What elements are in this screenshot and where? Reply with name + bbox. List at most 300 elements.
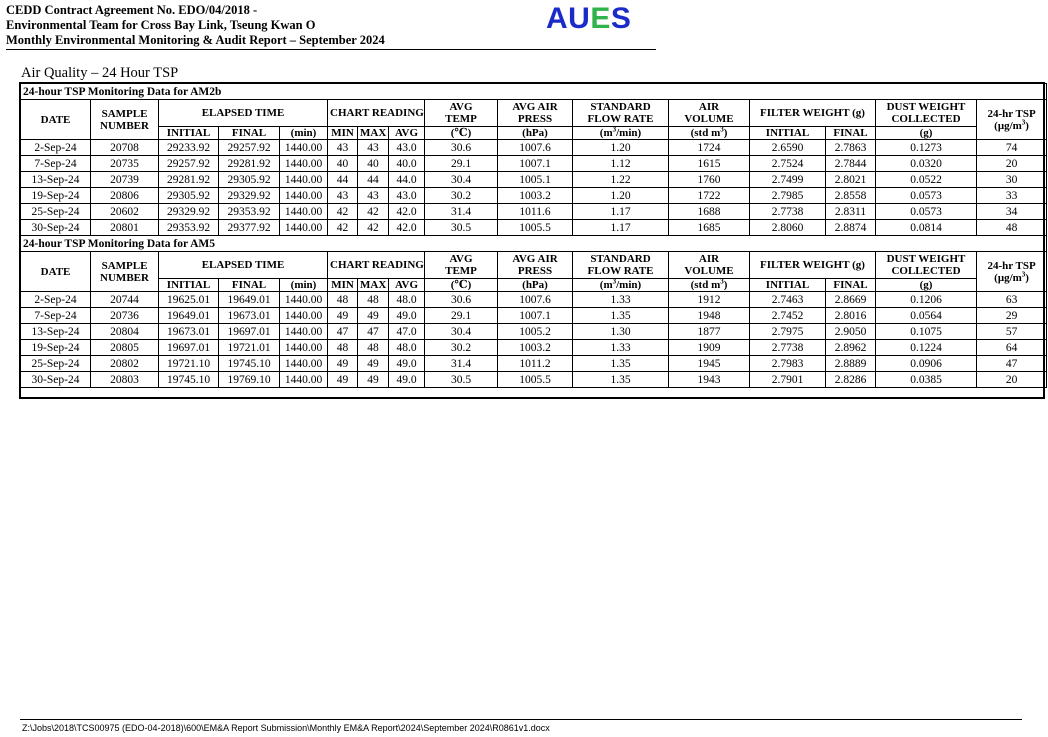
filter-initial-cell: 2.6590 bbox=[750, 140, 826, 156]
report-header bbox=[6, 3, 656, 48]
elapsed-initial-cell: 29233.92 bbox=[159, 140, 219, 156]
chart-avg-cell: 48.0 bbox=[389, 340, 425, 356]
flow-rate-unit-text bbox=[600, 127, 641, 139]
filter-initial-cell: 2.7738 bbox=[750, 204, 826, 220]
tsp-unit bbox=[994, 117, 1029, 132]
footer-divider bbox=[20, 719, 1022, 720]
avg-temp-header bbox=[425, 252, 498, 279]
air-volume-cell: 1912 bbox=[669, 292, 750, 308]
avg-press-cell: 1007.1 bbox=[498, 156, 573, 172]
chart-reading-header: CHART READING bbox=[328, 100, 425, 127]
filter-initial-cell: 2.7975 bbox=[750, 324, 826, 340]
avg-air-press-header bbox=[498, 100, 573, 127]
sample-number-cell: 20805 bbox=[91, 340, 159, 356]
avg-temp-cell: 30.2 bbox=[425, 188, 498, 204]
date-cell: 25-Sep-24 bbox=[21, 356, 91, 372]
tsp-cell: 63 bbox=[977, 292, 1047, 308]
filter-initial-cell: 2.7738 bbox=[750, 340, 826, 356]
file-path-footer: Z:\Jobs\2018\TCS00975 (EDO-04-2018)\600\EM&A Report Submission\Monthly EM&A Report\2024\September 2024\R0861v1.docx bbox=[22, 723, 550, 733]
filter-initial-cell: 2.8060 bbox=[750, 220, 826, 236]
filter-final-cell: 2.7863 bbox=[826, 140, 876, 156]
elapsed-final-cell: 29353.92 bbox=[219, 204, 280, 220]
elapsed-min-header: (min) bbox=[280, 279, 328, 292]
dust-weight-cell: 0.1206 bbox=[876, 292, 977, 308]
tsp-unit-post: ) bbox=[1025, 271, 1029, 284]
table-row bbox=[21, 292, 1047, 308]
dust-weight-header bbox=[876, 100, 977, 127]
sample-number-header-text: SAMPLE NUMBER bbox=[100, 259, 149, 284]
elapsed-final-cell: 19769.10 bbox=[219, 372, 280, 388]
air-volume-unit-text-pre: (std m bbox=[690, 279, 721, 291]
table-row bbox=[21, 372, 1047, 388]
date-header: DATE bbox=[21, 100, 91, 140]
avg-air-press-unit: (hPa) bbox=[498, 279, 573, 292]
chart-min-header: MIN bbox=[328, 279, 358, 292]
date-cell: 19-Sep-24 bbox=[21, 188, 91, 204]
tsp-monitoring-table bbox=[20, 83, 1047, 388]
elapsed-final-header: FINAL bbox=[219, 279, 280, 292]
air-volume-unit-text bbox=[691, 279, 728, 291]
table-row bbox=[21, 204, 1047, 220]
sample-number-cell: 20739 bbox=[91, 172, 159, 188]
section-title: Air Quality – 24 Hour TSP bbox=[21, 65, 179, 81]
filter-initial-header: INITIAL bbox=[750, 127, 826, 140]
table-row bbox=[21, 156, 1047, 172]
table-row bbox=[21, 340, 1047, 356]
flow-rate-header-text: STANDARD FLOW RATE bbox=[587, 101, 654, 125]
filter-final-cell: 2.8669 bbox=[826, 292, 876, 308]
table-row bbox=[21, 188, 1047, 204]
elapsed-min-cell: 1440.00 bbox=[280, 172, 328, 188]
elapsed-min-cell: 1440.00 bbox=[280, 204, 328, 220]
flow-rate-cell: 1.17 bbox=[573, 220, 669, 236]
date-cell: 7-Sep-24 bbox=[21, 308, 91, 324]
chart-max-cell: 43 bbox=[358, 188, 389, 204]
dust-weight-cell: 0.0564 bbox=[876, 308, 977, 324]
air-volume-cell: 1688 bbox=[669, 204, 750, 220]
chart-min-cell: 42 bbox=[328, 220, 358, 236]
flow-rate-header bbox=[573, 100, 669, 127]
dust-weight-unit: (g) bbox=[876, 127, 977, 140]
elapsed-time-header: ELAPSED TIME bbox=[159, 100, 328, 127]
date-cell: 30-Sep-24 bbox=[21, 220, 91, 236]
avg-press-cell: 1011.6 bbox=[498, 204, 573, 220]
air-volume-cell: 1948 bbox=[669, 308, 750, 324]
tsp-cell: 30 bbox=[977, 172, 1047, 188]
avg-press-cell: 1005.1 bbox=[498, 172, 573, 188]
avg-air-press-header-text: AVG AIR PRESS bbox=[512, 253, 558, 277]
dust-weight-cell: 0.0573 bbox=[876, 204, 977, 220]
flow-rate-header-text: STANDARD FLOW RATE bbox=[587, 253, 654, 277]
sample-number-header bbox=[91, 100, 159, 140]
tsp-header-text: 24-hr TSP bbox=[987, 259, 1036, 272]
table-row bbox=[21, 140, 1047, 156]
elapsed-initial-header: INITIAL bbox=[159, 127, 219, 140]
tsp-header bbox=[977, 252, 1047, 292]
avg-temp-unit: (℃) bbox=[425, 279, 498, 292]
filter-final-cell: 2.8021 bbox=[826, 172, 876, 188]
flow-rate-cell: 1.22 bbox=[573, 172, 669, 188]
chart-min-cell: 49 bbox=[328, 308, 358, 324]
elapsed-min-cell: 1440.00 bbox=[280, 372, 328, 388]
filter-final-cell: 2.8962 bbox=[826, 340, 876, 356]
elapsed-final-cell: 29329.92 bbox=[219, 188, 280, 204]
filter-initial-cell: 2.7524 bbox=[750, 156, 826, 172]
sample-number-cell: 20744 bbox=[91, 292, 159, 308]
tsp-cell: 33 bbox=[977, 188, 1047, 204]
elapsed-initial-cell: 19745.10 bbox=[159, 372, 219, 388]
avg-temp-cell: 31.4 bbox=[425, 204, 498, 220]
chart-max-cell: 44 bbox=[358, 172, 389, 188]
tsp-cell: 57 bbox=[977, 324, 1047, 340]
avg-temp-header-text: AVG TEMP bbox=[445, 101, 477, 125]
sample-number-cell: 20708 bbox=[91, 140, 159, 156]
elapsed-final-cell: 29257.92 bbox=[219, 140, 280, 156]
air-volume-unit-text-post: ) bbox=[723, 279, 728, 291]
filter-final-cell: 2.8311 bbox=[826, 204, 876, 220]
date-cell: 7-Sep-24 bbox=[21, 156, 91, 172]
sample-number-cell: 20736 bbox=[91, 308, 159, 324]
tsp-cell: 34 bbox=[977, 204, 1047, 220]
elapsed-initial-cell: 19625.01 bbox=[159, 292, 219, 308]
table-row bbox=[21, 172, 1047, 188]
sample-number-cell: 20803 bbox=[91, 372, 159, 388]
header-row bbox=[21, 100, 1047, 127]
avg-temp-cell: 29.1 bbox=[425, 156, 498, 172]
elapsed-initial-cell: 19673.01 bbox=[159, 324, 219, 340]
filter-final-cell: 2.9050 bbox=[826, 324, 876, 340]
elapsed-min-header: (min) bbox=[280, 127, 328, 140]
flow-rate-unit bbox=[573, 279, 669, 292]
elapsed-min-cell: 1440.00 bbox=[280, 188, 328, 204]
filter-initial-cell: 2.7985 bbox=[750, 188, 826, 204]
flow-rate-unit-text-sup: 3 bbox=[612, 126, 617, 134]
flow-rate-cell: 1.30 bbox=[573, 324, 669, 340]
contract-line: CEDD Contract Agreement No. EDO/04/2018 - bbox=[6, 3, 258, 17]
chart-min-cell: 43 bbox=[328, 188, 358, 204]
elapsed-initial-cell: 19721.10 bbox=[159, 356, 219, 372]
date-cell: 30-Sep-24 bbox=[21, 372, 91, 388]
tsp-cell: 74 bbox=[977, 140, 1047, 156]
chart-min-header: MIN bbox=[328, 127, 358, 140]
tsp-cell: 20 bbox=[977, 372, 1047, 388]
avg-temp-cell: 31.4 bbox=[425, 356, 498, 372]
air-volume-unit bbox=[669, 279, 750, 292]
header-divider bbox=[6, 49, 656, 50]
flow-rate-unit bbox=[573, 127, 669, 140]
flow-rate-unit-text-sup: 3 bbox=[612, 278, 617, 286]
air-volume-unit-text bbox=[691, 127, 728, 139]
sample-number-cell: 20602 bbox=[91, 204, 159, 220]
elapsed-min-cell: 1440.00 bbox=[280, 156, 328, 172]
chart-min-cell: 47 bbox=[328, 324, 358, 340]
dust-weight-cell: 0.0906 bbox=[876, 356, 977, 372]
chart-avg-cell: 42.0 bbox=[389, 220, 425, 236]
elapsed-final-header: FINAL bbox=[219, 127, 280, 140]
elapsed-min-cell: 1440.00 bbox=[280, 292, 328, 308]
chart-max-cell: 42 bbox=[358, 204, 389, 220]
elapsed-initial-header: INITIAL bbox=[159, 279, 219, 292]
table-row bbox=[21, 308, 1047, 324]
flow-rate-unit-text-post: /min) bbox=[616, 279, 642, 291]
chart-avg-cell: 48.0 bbox=[389, 292, 425, 308]
avg-temp-cell: 30.2 bbox=[425, 340, 498, 356]
dust-weight-cell: 0.0814 bbox=[876, 220, 977, 236]
chart-max-cell: 42 bbox=[358, 220, 389, 236]
flow-rate-unit-text bbox=[600, 279, 641, 291]
tsp-unit bbox=[994, 269, 1029, 284]
elapsed-initial-cell: 29353.92 bbox=[159, 220, 219, 236]
elapsed-min-cell: 1440.00 bbox=[280, 340, 328, 356]
elapsed-initial-cell: 29257.92 bbox=[159, 156, 219, 172]
tsp-unit-post: ) bbox=[1025, 119, 1029, 132]
avg-temp-cell: 30.5 bbox=[425, 372, 498, 388]
dust-weight-cell: 0.0385 bbox=[876, 372, 977, 388]
filter-initial-cell: 2.7463 bbox=[750, 292, 826, 308]
flow-rate-cell: 1.17 bbox=[573, 204, 669, 220]
avg-press-cell: 1003.2 bbox=[498, 188, 573, 204]
avg-temp-cell: 30.4 bbox=[425, 172, 498, 188]
avg-temp-cell: 30.6 bbox=[425, 140, 498, 156]
date-cell: 2-Sep-24 bbox=[21, 292, 91, 308]
tsp-cell: 47 bbox=[977, 356, 1047, 372]
air-volume-unit-text-sup: 3 bbox=[720, 126, 724, 134]
air-volume-header-text: AIR VOLUME bbox=[684, 253, 734, 277]
air-volume-cell: 1685 bbox=[669, 220, 750, 236]
filter-final-cell: 2.8558 bbox=[826, 188, 876, 204]
filter-weight-header: FILTER WEIGHT (g) bbox=[750, 252, 876, 279]
filter-final-cell: 2.8874 bbox=[826, 220, 876, 236]
filter-final-cell: 2.8889 bbox=[826, 356, 876, 372]
tsp-cell: 48 bbox=[977, 220, 1047, 236]
dust-weight-header-text: DUST WEIGHT COLLECTED bbox=[886, 101, 966, 125]
chart-max-cell: 47 bbox=[358, 324, 389, 340]
air-volume-cell: 1760 bbox=[669, 172, 750, 188]
chart-min-cell: 42 bbox=[328, 204, 358, 220]
filter-initial-cell: 2.7452 bbox=[750, 308, 826, 324]
air-volume-cell: 1615 bbox=[669, 156, 750, 172]
avg-press-cell: 1007.1 bbox=[498, 308, 573, 324]
chart-max-cell: 48 bbox=[358, 292, 389, 308]
avg-press-cell: 1005.2 bbox=[498, 324, 573, 340]
date-header: DATE bbox=[21, 252, 91, 292]
elapsed-time-header: ELAPSED TIME bbox=[159, 252, 328, 279]
flow-rate-cell: 1.33 bbox=[573, 340, 669, 356]
air-volume-cell: 1943 bbox=[669, 372, 750, 388]
elapsed-initial-cell: 29329.92 bbox=[159, 204, 219, 220]
sample-number-cell: 20735 bbox=[91, 156, 159, 172]
chart-min-cell: 43 bbox=[328, 140, 358, 156]
chart-max-header: MAX bbox=[358, 279, 389, 292]
elapsed-min-cell: 1440.00 bbox=[280, 324, 328, 340]
flow-rate-cell: 1.35 bbox=[573, 308, 669, 324]
elapsed-initial-cell: 29305.92 bbox=[159, 188, 219, 204]
tsp-unit-pre: (μg/m bbox=[994, 271, 1022, 284]
chart-min-cell: 49 bbox=[328, 356, 358, 372]
date-cell: 2-Sep-24 bbox=[21, 140, 91, 156]
filter-initial-cell: 2.7983 bbox=[750, 356, 826, 372]
dust-weight-cell: 0.1075 bbox=[876, 324, 977, 340]
chart-avg-cell: 40.0 bbox=[389, 156, 425, 172]
chart-max-cell: 49 bbox=[358, 308, 389, 324]
dust-weight-header-text: DUST WEIGHT COLLECTED bbox=[886, 253, 966, 277]
elapsed-min-cell: 1440.00 bbox=[280, 356, 328, 372]
chart-max-cell: 49 bbox=[358, 356, 389, 372]
flow-rate-cell: 1.20 bbox=[573, 140, 669, 156]
avg-temp-cell: 30.5 bbox=[425, 220, 498, 236]
elapsed-final-cell: 19745.10 bbox=[219, 356, 280, 372]
dust-weight-cell: 0.1224 bbox=[876, 340, 977, 356]
flow-rate-unit-text-post: /min) bbox=[616, 127, 642, 139]
chart-avg-cell: 47.0 bbox=[389, 324, 425, 340]
chart-avg-header: AVG bbox=[389, 127, 425, 140]
chart-min-cell: 48 bbox=[328, 340, 358, 356]
air-volume-header bbox=[669, 100, 750, 127]
air-volume-header-text: AIR VOLUME bbox=[684, 101, 734, 125]
tsp-cell: 29 bbox=[977, 308, 1047, 324]
date-cell: 13-Sep-24 bbox=[21, 324, 91, 340]
tsp-cell: 20 bbox=[977, 156, 1047, 172]
filter-final-cell: 2.7844 bbox=[826, 156, 876, 172]
sample-number-header-text: SAMPLE NUMBER bbox=[100, 107, 149, 132]
flow-rate-header bbox=[573, 252, 669, 279]
logo-part-s: S bbox=[610, 2, 632, 35]
avg-temp-cell: 30.6 bbox=[425, 292, 498, 308]
dust-weight-cell: 0.0320 bbox=[876, 156, 977, 172]
flow-rate-cell: 1.35 bbox=[573, 372, 669, 388]
air-volume-cell: 1724 bbox=[669, 140, 750, 156]
sample-number-cell: 20801 bbox=[91, 220, 159, 236]
report-line: Monthly Environmental Monitoring & Audit Report – September 2024 bbox=[6, 33, 385, 47]
chart-avg-cell: 44.0 bbox=[389, 172, 425, 188]
filter-final-header: FINAL bbox=[826, 279, 876, 292]
logo-part-e: E bbox=[590, 2, 611, 35]
chart-avg-cell: 49.0 bbox=[389, 356, 425, 372]
tsp-unit-sup: 3 bbox=[1021, 269, 1026, 278]
subheader-row bbox=[21, 279, 1047, 292]
chart-min-cell: 40 bbox=[328, 156, 358, 172]
air-volume-unit-text-sup: 3 bbox=[720, 278, 724, 286]
dust-weight-unit: (g) bbox=[876, 279, 977, 292]
elapsed-final-cell: 19673.01 bbox=[219, 308, 280, 324]
filter-final-cell: 2.8286 bbox=[826, 372, 876, 388]
tsp-header-text: 24-hr TSP bbox=[987, 107, 1036, 120]
tsp-header bbox=[977, 100, 1047, 140]
air-volume-cell: 1945 bbox=[669, 356, 750, 372]
table-caption-row bbox=[21, 84, 1047, 100]
air-volume-header bbox=[669, 252, 750, 279]
chart-avg-cell: 49.0 bbox=[389, 308, 425, 324]
chart-min-cell: 49 bbox=[328, 372, 358, 388]
avg-press-cell: 1005.5 bbox=[498, 372, 573, 388]
table-row bbox=[21, 356, 1047, 372]
air-volume-unit-text-post: ) bbox=[723, 127, 728, 139]
air-volume-unit bbox=[669, 127, 750, 140]
chart-reading-header: CHART READING bbox=[328, 252, 425, 279]
flow-rate-cell: 1.20 bbox=[573, 188, 669, 204]
sample-number-cell: 20806 bbox=[91, 188, 159, 204]
avg-press-cell: 1011.2 bbox=[498, 356, 573, 372]
date-cell: 19-Sep-24 bbox=[21, 340, 91, 356]
elapsed-final-cell: 29305.92 bbox=[219, 172, 280, 188]
tsp-unit-pre: (μg/m bbox=[994, 119, 1022, 132]
avg-press-cell: 1003.2 bbox=[498, 340, 573, 356]
chart-min-cell: 44 bbox=[328, 172, 358, 188]
tsp-unit-sup: 3 bbox=[1021, 117, 1026, 126]
avg-temp-unit: (℃) bbox=[425, 127, 498, 140]
table-row bbox=[21, 220, 1047, 236]
team-line: Environmental Team for Cross Bay Link, Tseung Kwan O bbox=[6, 18, 316, 32]
flow-rate-unit-text-pre: (m bbox=[599, 279, 613, 291]
aues-logo bbox=[546, 2, 631, 36]
filter-weight-header: FILTER WEIGHT (g) bbox=[750, 100, 876, 127]
avg-press-cell: 1007.6 bbox=[498, 292, 573, 308]
avg-temp-cell: 29.1 bbox=[425, 308, 498, 324]
elapsed-final-cell: 29377.92 bbox=[219, 220, 280, 236]
chart-max-cell: 49 bbox=[358, 372, 389, 388]
table-caption-row bbox=[21, 236, 1047, 252]
flow-rate-unit-text-pre: (m bbox=[599, 127, 613, 139]
filter-initial-cell: 2.7499 bbox=[750, 172, 826, 188]
air-volume-cell: 1909 bbox=[669, 340, 750, 356]
avg-air-press-unit: (hPa) bbox=[498, 127, 573, 140]
dust-weight-cell: 0.0573 bbox=[876, 188, 977, 204]
avg-temp-header-text: AVG TEMP bbox=[445, 253, 477, 277]
flow-rate-cell: 1.12 bbox=[573, 156, 669, 172]
avg-press-cell: 1007.6 bbox=[498, 140, 573, 156]
dust-weight-header bbox=[876, 252, 977, 279]
elapsed-final-cell: 19721.01 bbox=[219, 340, 280, 356]
table-row bbox=[21, 324, 1047, 340]
table-caption: 24-hour TSP Monitoring Data for AM5 bbox=[21, 236, 1047, 252]
chart-max-header: MAX bbox=[358, 127, 389, 140]
sample-number-cell: 20804 bbox=[91, 324, 159, 340]
filter-initial-header: INITIAL bbox=[750, 279, 826, 292]
avg-air-press-header bbox=[498, 252, 573, 279]
filter-final-cell: 2.8016 bbox=[826, 308, 876, 324]
elapsed-final-cell: 29281.92 bbox=[219, 156, 280, 172]
chart-avg-cell: 43.0 bbox=[389, 140, 425, 156]
subheader-row bbox=[21, 127, 1047, 140]
elapsed-final-cell: 19697.01 bbox=[219, 324, 280, 340]
elapsed-initial-cell: 29281.92 bbox=[159, 172, 219, 188]
chart-min-cell: 48 bbox=[328, 292, 358, 308]
elapsed-min-cell: 1440.00 bbox=[280, 140, 328, 156]
dust-weight-cell: 0.1273 bbox=[876, 140, 977, 156]
chart-avg-header: AVG bbox=[389, 279, 425, 292]
chart-max-cell: 43 bbox=[358, 140, 389, 156]
avg-air-press-header-text: AVG AIR PRESS bbox=[512, 101, 558, 125]
air-volume-cell: 1722 bbox=[669, 188, 750, 204]
tsp-cell: 64 bbox=[977, 340, 1047, 356]
air-volume-cell: 1877 bbox=[669, 324, 750, 340]
logo-part-au: AU bbox=[546, 2, 591, 35]
elapsed-initial-cell: 19697.01 bbox=[159, 340, 219, 356]
chart-avg-cell: 42.0 bbox=[389, 204, 425, 220]
table-caption: 24-hour TSP Monitoring Data for AM2b bbox=[21, 84, 1047, 100]
dust-weight-cell: 0.0522 bbox=[876, 172, 977, 188]
elapsed-min-cell: 1440.00 bbox=[280, 308, 328, 324]
header-row bbox=[21, 252, 1047, 279]
flow-rate-cell: 1.35 bbox=[573, 356, 669, 372]
avg-press-cell: 1005.5 bbox=[498, 220, 573, 236]
date-cell: 25-Sep-24 bbox=[21, 204, 91, 220]
chart-avg-cell: 49.0 bbox=[389, 372, 425, 388]
air-volume-unit-text-pre: (std m bbox=[690, 127, 721, 139]
filter-final-header: FINAL bbox=[826, 127, 876, 140]
chart-max-cell: 48 bbox=[358, 340, 389, 356]
avg-temp-cell: 30.4 bbox=[425, 324, 498, 340]
